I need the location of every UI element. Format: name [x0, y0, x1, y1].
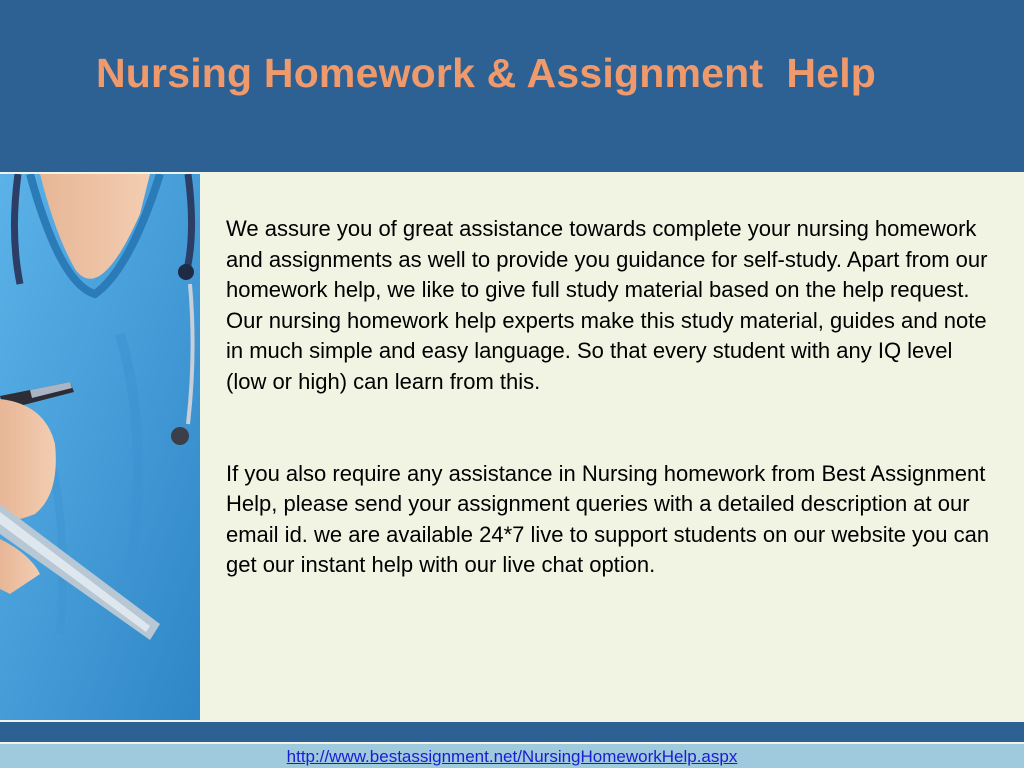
paragraph-intro: We assure you of great assistance towards complete your nursing homework and assignments as well to provide you guidance for self-study. Apart from our homework help, we like to give full study material based on the help request. Our nursing homework help experts make this study material, guides and note in much simple and easy language. So that every student with any IQ level (low or high) can learn from this. — [226, 216, 988, 394]
content-area — [226, 214, 996, 581]
nurse-with-stethoscope-icon — [0, 174, 200, 720]
slide-title: Nursing Homework & Assignment Help — [96, 50, 877, 96]
paragraph-contact: If you also require any assistance in Nursing homework from Best Assignment Help, please send your assignment queries with a detailed description at our email id. we are available 24*7 live to support students on our website you can get our instant help with our live chat option. — [226, 460, 990, 578]
footer-url-link[interactable]: http://www.bestassignment.net/NursingHomeworkHelp.aspx — [286, 747, 738, 766]
bottom-band — [0, 722, 1024, 742]
footer-bar — [0, 744, 1024, 768]
header-band — [0, 0, 1024, 172]
nurse-photo — [0, 174, 200, 720]
